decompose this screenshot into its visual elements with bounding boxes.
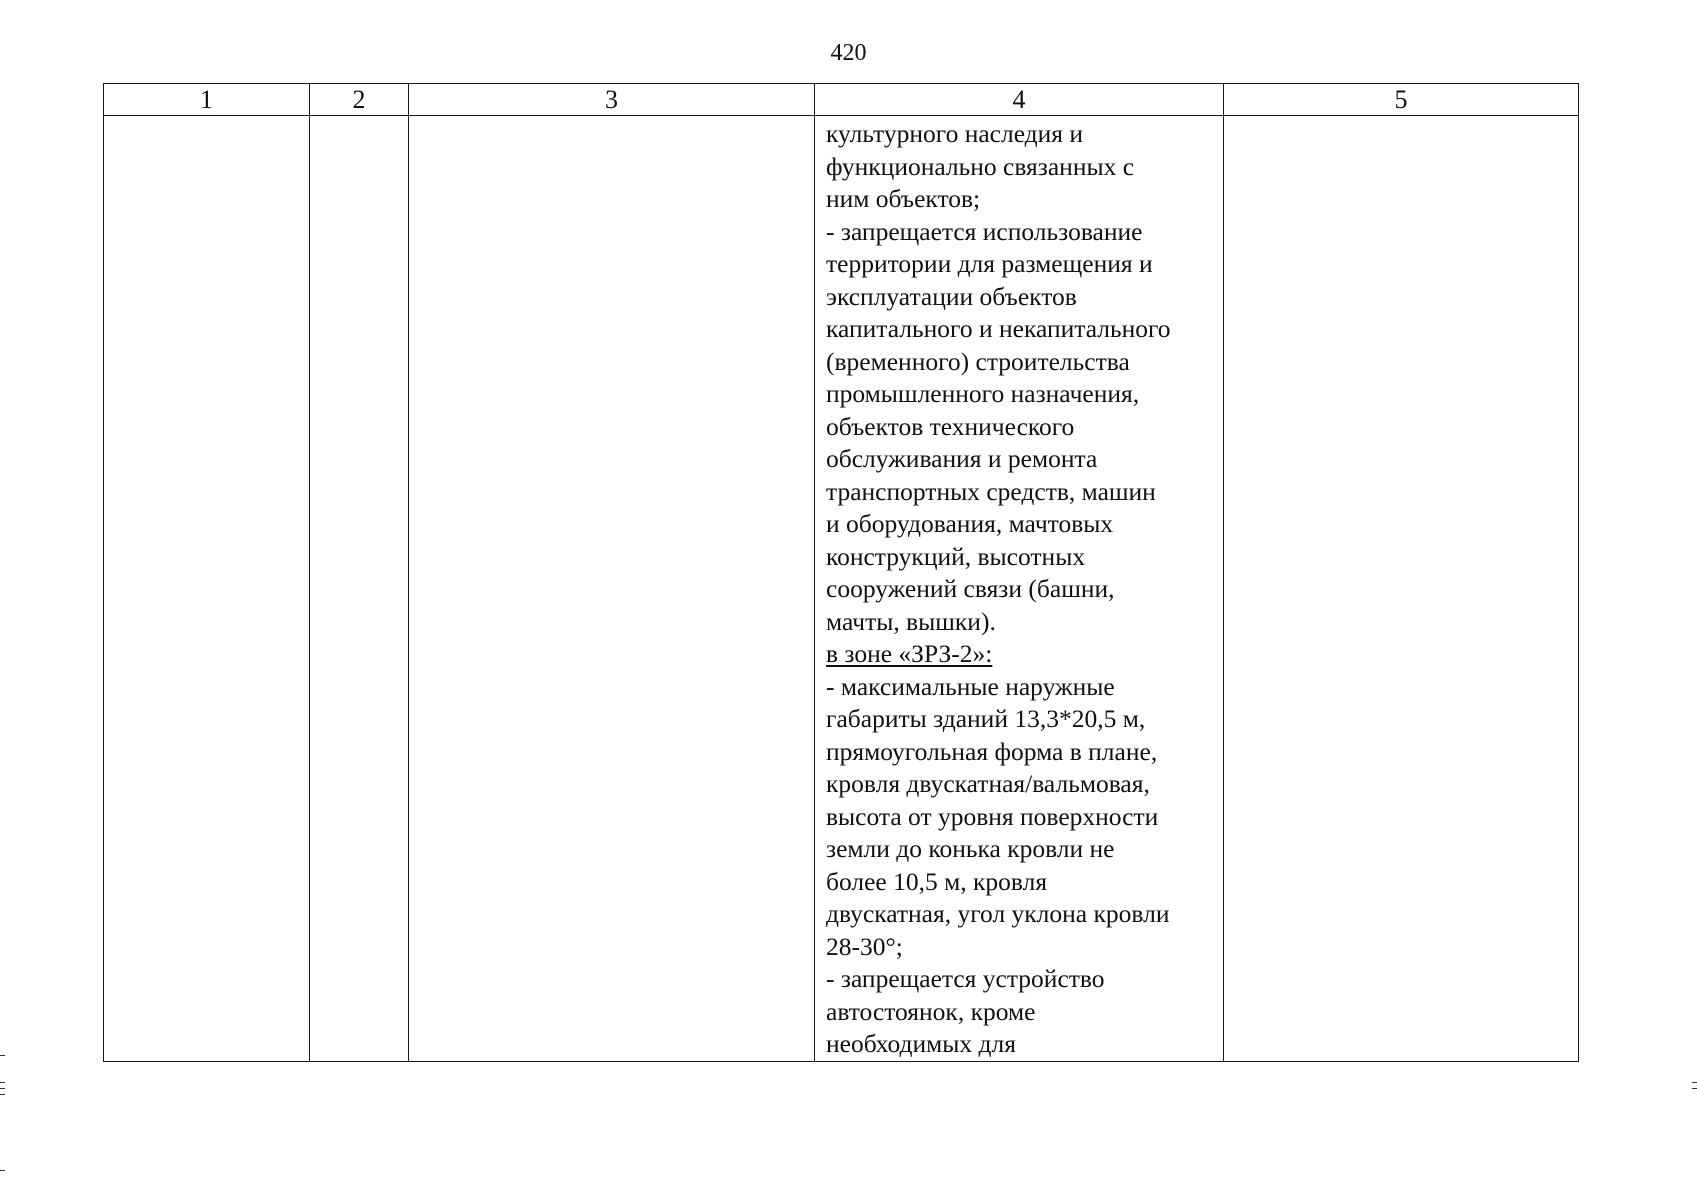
- text-line: капитального и некапитального: [826, 314, 1171, 343]
- page-number: 420: [830, 40, 867, 66]
- text-line: - запрещается использование: [826, 216, 1143, 246]
- text-line: сооружений связи (башни,: [826, 574, 1115, 603]
- text-line: промышленного назначения,: [826, 379, 1140, 408]
- text-line: габариты зданий 13,3*20,5 м,: [826, 704, 1146, 733]
- regulation-text: [815, 116, 1223, 1061]
- text-line: функционально связанных с: [826, 151, 1135, 181]
- scan-artifact-mark: [0, 1088, 5, 1089]
- text-line: автостоянок, кроме: [826, 996, 1036, 1026]
- text-line: более 10,5 м, кровля: [826, 866, 1048, 896]
- text-line: - запрещается устройство: [826, 964, 1105, 993]
- text-line: земли до конька кровли не: [826, 834, 1115, 863]
- header-col-4: 4: [815, 84, 1224, 116]
- zone-heading: [826, 638, 1215, 671]
- text-line: необходимых для: [826, 1029, 1016, 1058]
- scan-artifact-mark: [1692, 1088, 1697, 1089]
- text-line: и оборудования, мачтовых: [826, 509, 1114, 538]
- table-header-row: [104, 84, 1579, 116]
- table-row: [104, 116, 1579, 1062]
- cell-col-5: [1224, 116, 1579, 1062]
- zone-heading-text: в зоне «ЗРЗ-2»:: [826, 639, 993, 668]
- text-line: культурного наследия и: [826, 119, 1084, 148]
- text-line: объектов технического: [826, 411, 1075, 441]
- scan-artifact-mark: [0, 1170, 5, 1171]
- text-line: ним объектов;: [826, 184, 981, 213]
- scan-artifact-mark: [1692, 1082, 1697, 1083]
- header-col-3: 3: [409, 84, 815, 116]
- text-line: высота от уровня поверхности: [826, 801, 1159, 831]
- cell-col-2: [310, 116, 409, 1062]
- text-line: конструкций, высотных: [826, 541, 1086, 571]
- header-col-2: 2: [310, 84, 409, 116]
- scan-artifact-mark: [0, 1055, 5, 1056]
- text-line: кровля двускатная/вальмовая,: [826, 769, 1150, 798]
- scan-artifact-mark: [0, 1082, 5, 1083]
- text-line: территории для размещения и: [826, 249, 1153, 278]
- text-line: (временного) строительства: [826, 346, 1130, 376]
- text-line: эксплуатации объектов: [826, 281, 1077, 311]
- regulations-table: [103, 83, 1579, 1062]
- header-col-1: 1: [104, 84, 310, 116]
- cell-col-4: [815, 116, 1224, 1062]
- text-line: двускатная, угол уклона кровли: [826, 899, 1170, 928]
- text-line: - максимальные наружные: [826, 671, 1115, 701]
- text-line: 28-30°;: [826, 931, 903, 961]
- text-line: прямоугольная форма в плане,: [826, 736, 1158, 766]
- cell-col-1: [104, 116, 310, 1062]
- text-line: мачты, вышки).: [826, 606, 996, 636]
- header-col-5: 5: [1224, 84, 1579, 116]
- scan-artifact-mark: [0, 1094, 5, 1095]
- text-line: транспортных средств, машин: [826, 476, 1156, 506]
- text-line: обслуживания и ремонта: [826, 444, 1098, 473]
- cell-col-3: [409, 116, 815, 1062]
